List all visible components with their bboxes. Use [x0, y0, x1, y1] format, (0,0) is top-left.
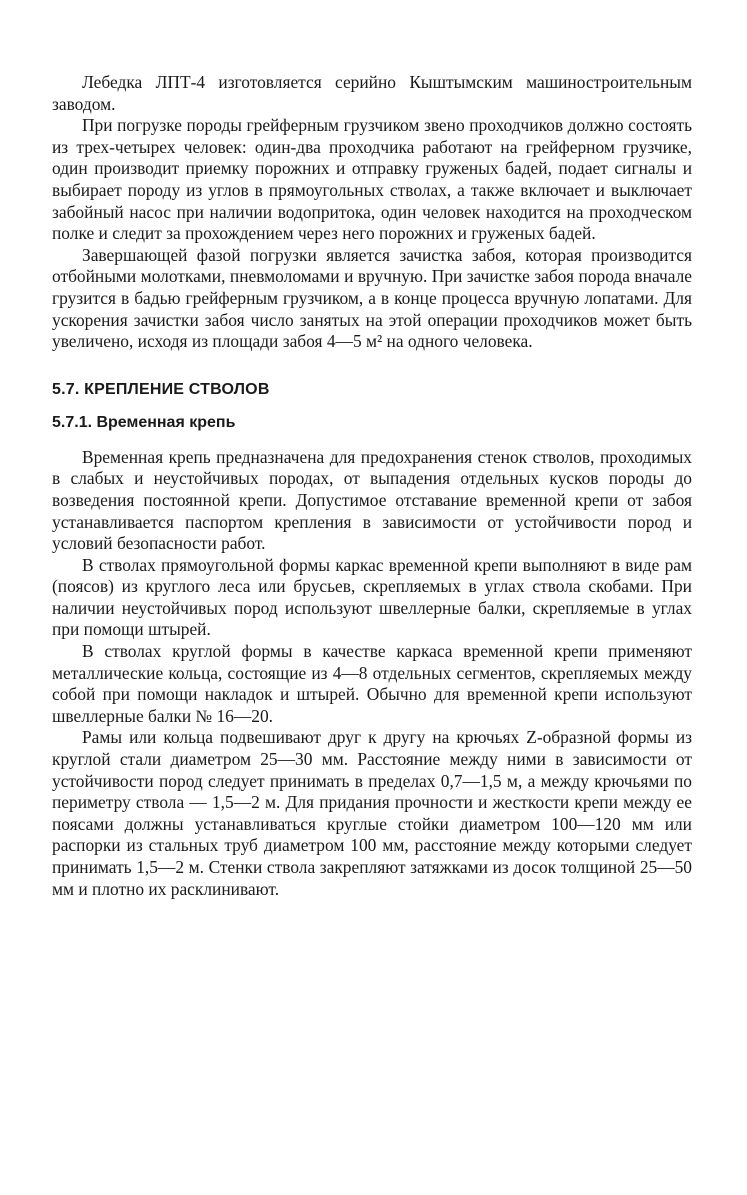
paragraph-temporary-support: Временная крепь предназначена для предохранения стенок стволов, проходимых в слабых и неустойчивых породах, от выпадения отдельных кусков породы до возведения постоянной крепи. Допустимое отставание временной крепи от забоя устанавливается паспортом крепления в зависимости от устойчивости пород и условий безопасности работ.	[52, 446, 692, 554]
paragraph-cleanup: Завершающей фазой погрузки является зачистка забоя, которая производится отбойными молотками, пневмоломами и вручную. При зачистке забоя порода вначале грузится в бадью грейферным грузчиком, а в конце процесса вручную лопатами. Для ускорения зачистки забоя число занятых на этой операции проходчиков может быть увеличено, исходя из площади забоя 4—5 м² на одного человека.	[52, 244, 692, 352]
subsection-heading: 5.7.1. Временная крепь	[52, 413, 236, 431]
document-page	[52, 72, 692, 900]
paragraph-winch: Лебедка ЛПТ-4 изготовляется серийно Кыштымским машиностроительным заводом.	[52, 72, 692, 114]
section-heading: 5.7. КРЕПЛЕНИЕ СТВОЛОВ	[52, 380, 270, 398]
paragraph-crew: При погрузке породы грейферным грузчиком звено проходчиков должно состоять из трех-четырех человек: один-два проходчика работают на грейферном грузчике, один производит приемку порожних и отправку груженых бадей, подает сигналы и выбирает породу из углов в прямоугольных стволах, а также включает и выключает забойный насос при наличии водопритока, один человек находится на проходческом полке и следит за прохождением через него порожних и груженых бадей.	[52, 115, 692, 244]
paragraph-rectangular-shafts: В стволах прямоугольной формы каркас временной крепи выполняют в виде рам (поясов) из круглого леса или брусьев, скрепляемых в углах ствола скобами. При наличии неустойчивых пород используют швеллерные балки, скрепляемые в углах при помощи штырей.	[52, 554, 692, 640]
paragraph-round-shafts: В стволах круглой формы в качестве каркаса временной крепи применяют металлические кольца, состоящие из 4—8 отдельных сегментов, скрепляемых между собой при помощи накладок и штырей. Обычно для временной крепи используют швеллерные балки № 16—20.	[52, 641, 692, 726]
paragraph-frames-rings: Рамы или кольца подвешивают друг к другу на крючьях Z-образной формы из круглой стали диаметром 25—30 мм. Расстояние между ними в зависимости от устойчивости пород следует принимать в пределах 0,7—1,5 м, а между крючьями по периметру ствола — 1,5—2 м. Для придания прочности и жесткости крепи между ее поясами должны устанавливаться круглые стойки диаметром 100—120 мм или распорки из стальных труб диаметром 100 мм, расстояние между которыми следует принимать 1,5—2 м. Стенки ствола закрепляют затяжками из досок толщиной 25—50 мм и плотно их расклинивают.	[52, 727, 692, 899]
